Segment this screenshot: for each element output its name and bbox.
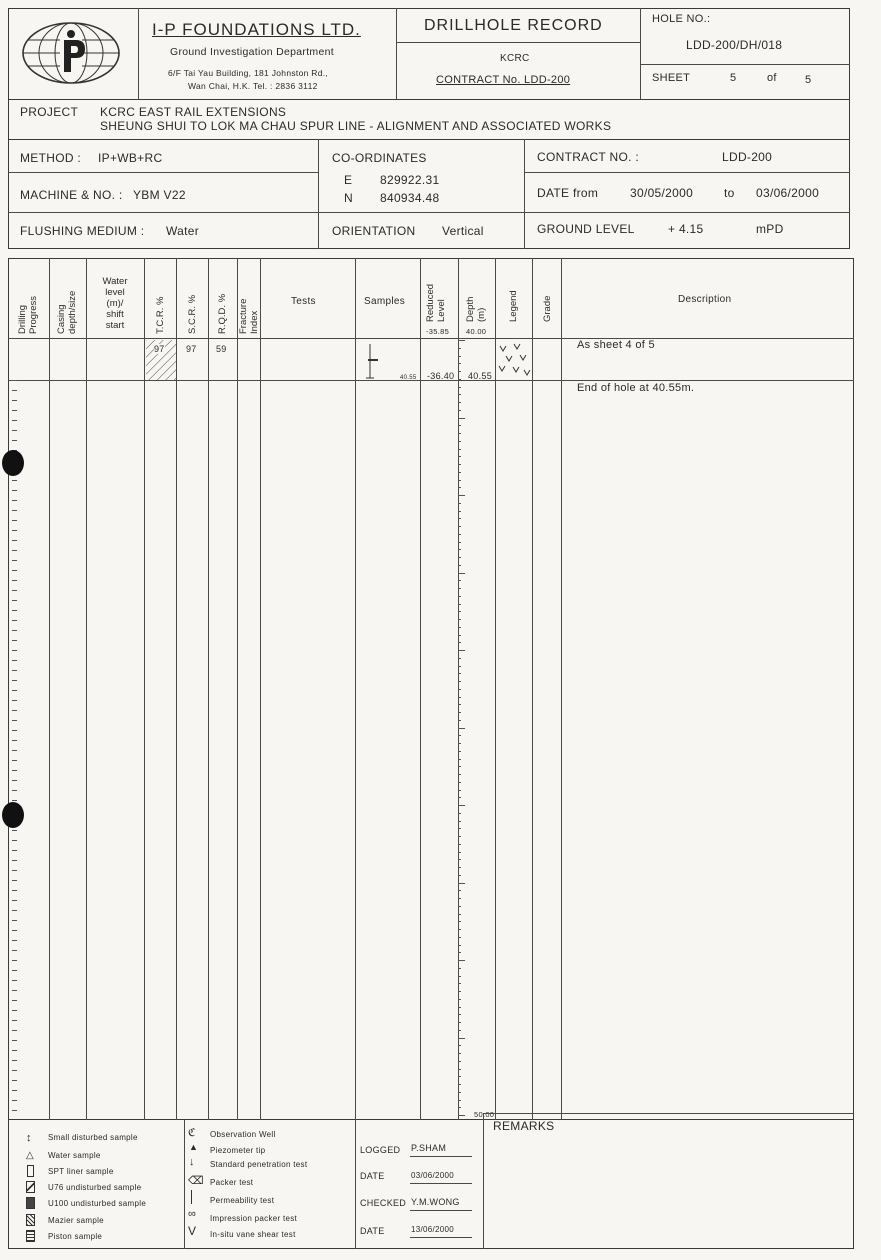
key-spt: Standard penetration test — [210, 1160, 308, 1169]
ruler-tick — [12, 510, 17, 511]
ruler-tick — [12, 780, 17, 781]
row1-depth: 40.55 — [468, 371, 493, 381]
depth-tick — [458, 425, 461, 426]
key-small-disturbed: Small disturbed sample — [48, 1133, 138, 1142]
permeability-icon — [191, 1190, 192, 1204]
depth-tick — [458, 766, 461, 767]
depth-tick — [458, 712, 461, 713]
col-reduced-level — [425, 284, 447, 322]
machine-value: YBM V22 — [133, 188, 186, 202]
ruler-tick — [12, 500, 17, 501]
record-contract: CONTRACT No. LDD-200 — [436, 74, 571, 86]
company-department: Ground Investigation Department — [170, 46, 334, 58]
depth-tick — [458, 828, 461, 829]
depth-tick — [458, 1045, 461, 1046]
ruler-tick — [12, 960, 17, 961]
depth-tick — [458, 689, 461, 690]
col-grade: Grade — [542, 295, 553, 322]
piston-icon — [26, 1230, 35, 1242]
date-to-value: 03/06/2000 — [756, 186, 820, 200]
depth-tick — [458, 797, 461, 798]
depth-tick — [458, 813, 461, 814]
checked-value: Y.M.WONG — [411, 1197, 460, 1207]
small-disturbed-icon: ↕ — [26, 1132, 32, 1144]
ruler-tick — [12, 830, 17, 831]
company-logo — [20, 18, 122, 88]
contract-no-label: CONTRACT NO. : — [537, 150, 639, 164]
ruler-tick — [12, 870, 17, 871]
date-to-label: to — [724, 186, 735, 200]
northing-value: 840934.48 — [380, 191, 440, 205]
depth-tick — [458, 1053, 461, 1054]
col-legend: Legend — [508, 290, 519, 322]
depth-tick — [458, 518, 461, 519]
ground-level-label: GROUND LEVEL — [537, 222, 635, 236]
row1-reduced-level: -36.40 — [427, 371, 455, 381]
depth-tick — [458, 751, 461, 752]
observation-well-icon: ℭ — [188, 1127, 196, 1139]
ruler-tick — [12, 1040, 17, 1041]
depth-tick — [458, 805, 465, 806]
punch-hole-top — [2, 450, 24, 476]
row1-scr: 97 — [186, 344, 197, 354]
ruler-tick — [12, 400, 17, 401]
depth-tick — [458, 759, 461, 760]
spt-icon: ↓ — [189, 1156, 195, 1168]
col-description: Description — [678, 294, 732, 305]
depth-tick — [458, 859, 461, 860]
depth-tick — [458, 960, 465, 961]
depth-tick — [458, 906, 461, 907]
depth-tick — [458, 1084, 461, 1085]
reduced-top: -35.85 — [426, 327, 450, 336]
key-piston: Piston sample — [48, 1232, 103, 1241]
ruler-tick — [12, 590, 17, 591]
key-u76: U76 undisturbed sample — [48, 1183, 142, 1192]
ruler-tick — [12, 1000, 17, 1001]
flushing-value: Water — [166, 224, 200, 238]
ruler-tick — [12, 860, 17, 861]
ruler-tick — [12, 660, 17, 661]
ruler-tick — [12, 520, 17, 521]
easting-value: 829922.31 — [380, 173, 440, 187]
depth-tick — [458, 1030, 461, 1031]
row1-rqd: 59 — [216, 344, 227, 354]
sheet-total: 5 — [805, 74, 812, 86]
mazier-icon — [26, 1214, 35, 1226]
u100-icon — [26, 1197, 35, 1209]
depth-tick — [458, 952, 461, 953]
depth-tick — [458, 1061, 461, 1062]
depth-tick — [458, 611, 461, 612]
ruler-tick — [12, 1060, 17, 1061]
ground-level-value: + 4.15 — [668, 222, 704, 236]
ruler-tick — [12, 440, 17, 441]
depth-tick — [458, 991, 461, 992]
depth-tick — [458, 1076, 461, 1077]
depth-tick — [458, 394, 461, 395]
project-line-1: KCRC EAST RAIL EXTENSIONS — [100, 105, 287, 119]
drilling-text: Drilling Progress — [17, 295, 39, 334]
sheet-number: 5 — [730, 72, 737, 84]
sheet-label: SHEET — [652, 72, 691, 84]
depth-tick — [458, 580, 461, 581]
col-tests: Tests — [291, 296, 316, 307]
checked-label: CHECKED — [360, 1198, 407, 1208]
depth-tick — [458, 774, 461, 775]
depth-tick — [458, 650, 465, 651]
ruler-tick — [12, 790, 17, 791]
depth-tick — [458, 387, 461, 388]
depth-tick — [458, 697, 461, 698]
ruler-tick — [12, 720, 17, 721]
method-label: METHOD : — [20, 151, 82, 165]
depth-top: 40.00 — [466, 327, 487, 336]
ruler-tick — [12, 540, 17, 541]
project-label: PROJECT — [20, 105, 79, 119]
ruler-tick — [12, 480, 17, 481]
company-name: I-P FOUNDATIONS LTD. — [152, 20, 361, 39]
depth-tick — [458, 1100, 461, 1101]
depth-tick — [458, 588, 461, 589]
ruler-tick — [12, 570, 17, 571]
depth-tick — [458, 511, 461, 512]
ruler-tick — [12, 1070, 17, 1071]
ruler-tick — [12, 1080, 17, 1081]
ruler-tick — [12, 1010, 17, 1011]
ruler-tick — [12, 700, 17, 701]
ruler-tick — [12, 890, 17, 891]
ruler-tick — [12, 990, 17, 991]
depth-tick — [458, 999, 461, 1000]
fracture-text: Fracture Index — [238, 298, 260, 334]
depth-tick — [458, 410, 461, 411]
depth-tick — [458, 728, 465, 729]
col-fracture — [238, 299, 260, 334]
depth-tick — [458, 735, 461, 736]
depth-tick — [458, 666, 461, 667]
ruler-tick — [12, 1090, 17, 1091]
depth-tick — [458, 945, 461, 946]
ruler-tick — [12, 940, 17, 941]
ruler-tick — [12, 1110, 17, 1111]
depth-tick — [458, 875, 461, 876]
ruler-tick — [12, 640, 17, 641]
depth-tick — [458, 635, 461, 636]
method-value: IP+WB+RC — [98, 151, 163, 165]
key-spt-liner: SPT liner sample — [48, 1167, 114, 1176]
date2-label: DATE — [360, 1226, 385, 1236]
northing-label: N — [344, 191, 353, 205]
date1-value: 03/06/2000 — [411, 1171, 455, 1180]
ruler-tick — [12, 1050, 17, 1051]
row1-sample-depth: 40.55 — [400, 375, 417, 381]
depth-tick — [458, 720, 461, 721]
col-samples: Samples — [364, 296, 406, 307]
depth-tick — [458, 976, 461, 977]
depth-tick — [458, 356, 461, 357]
depth-tick — [458, 821, 461, 822]
date2-value: 13/06/2000 — [411, 1225, 455, 1234]
key-packer: Packer test — [210, 1178, 254, 1187]
ruler-tick — [12, 740, 17, 741]
ruler-tick — [12, 880, 17, 881]
ruler-tick — [12, 850, 17, 851]
flushing-label: FLUSHING MEDIUM : — [20, 224, 145, 238]
depth-tick — [458, 565, 461, 566]
depth-tick — [458, 371, 461, 372]
depth-tick — [458, 456, 461, 457]
row1-tcr: 97 — [154, 344, 165, 354]
depth-tick — [458, 968, 461, 969]
impression-packer-icon: ∞ — [188, 1208, 196, 1220]
ruler-tick — [12, 910, 17, 911]
depth-scale — [458, 340, 468, 1115]
logged-value: P.SHAM — [411, 1143, 447, 1153]
key-water-sample: Water sample — [48, 1151, 101, 1160]
depth-tick — [458, 1038, 465, 1039]
vane-shear-icon: V — [188, 1224, 197, 1238]
depth-tick — [458, 627, 461, 628]
ruler-tick — [12, 950, 17, 951]
date-from-label: DATE from — [537, 186, 599, 200]
depth-tick — [458, 557, 461, 558]
depth-tick — [458, 379, 461, 380]
depth-tick — [458, 534, 461, 535]
spt-liner-icon — [27, 1165, 34, 1177]
ruler-tick — [12, 1030, 17, 1031]
depth-tick — [458, 867, 461, 868]
depth-tick — [458, 673, 461, 674]
depth-bottom: 50.00 — [474, 1110, 495, 1119]
orientation-value: Vertical — [442, 224, 484, 238]
depth-tick — [458, 883, 465, 884]
depth-tick — [458, 983, 461, 984]
depth-tick — [458, 487, 461, 488]
ruler-tick — [12, 970, 17, 971]
piezometer-icon: ▲ — [189, 1142, 198, 1152]
key-observation-well: Observation Well — [210, 1130, 276, 1139]
key-vane-shear: In-situ vane shear test — [210, 1230, 296, 1239]
depth-tick — [458, 480, 461, 481]
sheet-of: of — [767, 72, 777, 84]
col-water-level: Water level (m)/ shift start — [102, 276, 128, 331]
depth-tick — [458, 790, 461, 791]
depth-tick — [458, 542, 461, 543]
ruler-tick — [12, 730, 17, 731]
depth-tick — [458, 340, 465, 341]
depth-tick — [458, 642, 461, 643]
key-permeability: Permeability test — [210, 1196, 275, 1205]
depth-tick — [458, 890, 461, 891]
depth-tick — [458, 503, 461, 504]
coordinates-label: CO-ORDINATES — [332, 151, 427, 165]
depth-tick — [458, 1107, 461, 1108]
depth-tick — [458, 604, 461, 605]
ruler-tick — [12, 600, 17, 601]
depth-tick — [458, 441, 461, 442]
ruler-tick — [12, 1020, 17, 1021]
ruler-tick — [12, 980, 17, 981]
col-depth — [465, 297, 487, 322]
depth-tick — [458, 549, 461, 550]
depth-tick — [458, 1007, 461, 1008]
depth-tick — [458, 681, 461, 682]
ruler-tick — [12, 690, 17, 691]
depth-tick — [458, 1014, 461, 1015]
ruler-tick — [12, 670, 17, 671]
depth-tick — [458, 921, 461, 922]
ruler-tick — [12, 680, 17, 681]
col-rqd: R.Q.D. % — [217, 293, 228, 334]
depth-tick — [458, 619, 461, 620]
ground-level-unit: mPD — [756, 222, 784, 236]
depth-tick — [458, 573, 465, 574]
depth-tick — [458, 836, 461, 837]
depth-tick — [458, 1022, 461, 1023]
key-u100: U100 undisturbed sample — [48, 1199, 147, 1208]
hole-no-label: HOLE NO.: — [652, 13, 711, 25]
company-address-1: 6/F Tai Yau Building, 181 Johnston Rd., — [168, 68, 329, 78]
ruler-tick — [12, 630, 17, 631]
col-scr: S.C.R. % — [187, 294, 198, 334]
ruler-tick — [12, 580, 17, 581]
key-impression-packer: Impression packer test — [210, 1214, 298, 1223]
ruler-tick — [12, 710, 17, 711]
ruler-tick — [12, 490, 17, 491]
ruler-tick — [12, 900, 17, 901]
depth-tick — [458, 348, 461, 349]
ruler-tick — [12, 1100, 17, 1101]
ruler-tick — [12, 840, 17, 841]
ruler-tick — [12, 930, 17, 931]
project-line-2: SHEUNG SHUI TO LOK MA CHAU SPUR LINE - ALIGNMENT AND ASSOCIATED WORKS — [100, 119, 612, 133]
ruler-tick — [12, 380, 17, 381]
depth-tick — [458, 472, 461, 473]
ruler-tick — [12, 920, 17, 921]
depth-tick — [458, 526, 461, 527]
orientation-label: ORIENTATION — [332, 224, 416, 238]
date-from-value: 30/05/2000 — [630, 186, 694, 200]
ruler-tick — [12, 390, 17, 391]
ruler-tick — [12, 420, 17, 421]
depth-tick — [458, 782, 461, 783]
u76-icon — [26, 1181, 35, 1193]
depth-tick — [458, 898, 461, 899]
depth-tick — [458, 658, 461, 659]
depth-tick — [458, 402, 461, 403]
depth-tick — [458, 929, 461, 930]
depth-tick — [458, 937, 461, 938]
depth-tick — [458, 704, 461, 705]
ruler-tick — [12, 650, 17, 651]
remarks-label: REMARKS — [493, 1119, 555, 1133]
core-run-marker — [364, 342, 384, 380]
depth-tick — [458, 418, 465, 419]
casing-text: Casing depth/size — [56, 290, 78, 334]
company-address-2: Wan Chai, H.K. Tel. : 2836 3112 — [188, 81, 318, 91]
reduced-text: Reduced Level — [425, 283, 447, 322]
ruler-tick — [12, 800, 17, 801]
depth-tick — [458, 1069, 461, 1070]
date1-label: DATE — [360, 1171, 385, 1181]
ruler-tick — [12, 560, 17, 561]
easting-label: E — [344, 173, 353, 187]
ruler-tick — [12, 760, 17, 761]
col-tcr: T.C.R. % — [155, 296, 166, 334]
col-drilling-progress — [17, 296, 39, 334]
machine-label: MACHINE & NO. : — [20, 188, 123, 202]
water-sample-icon: △ — [26, 1150, 34, 1161]
legend-volcanic-pattern — [496, 340, 532, 380]
depth-text: Depth (m) — [465, 296, 487, 322]
packer-icon: ⌫ — [188, 1175, 204, 1187]
ruler-tick — [12, 430, 17, 431]
depth-tick — [458, 433, 461, 434]
depth-tick — [458, 914, 461, 915]
punch-hole-bottom — [2, 802, 24, 828]
end-of-hole-note: End of hole at 40.55m. — [577, 382, 695, 394]
key-piezometer: Piezometer tip — [210, 1146, 266, 1155]
logged-label: LOGGED — [360, 1145, 401, 1155]
ruler-tick — [12, 410, 17, 411]
row1-description: As sheet 4 of 5 — [577, 339, 655, 351]
depth-tick — [458, 495, 465, 496]
depth-tick — [458, 844, 461, 845]
ruler-tick — [12, 550, 17, 551]
contract-no-value: LDD-200 — [722, 150, 773, 164]
hole-no: LDD-200/DH/018 — [686, 38, 783, 52]
depth-tick — [458, 743, 461, 744]
col-casing — [56, 291, 78, 334]
log-table — [8, 258, 854, 1120]
record-title: DRILLHOLE RECORD — [424, 17, 603, 34]
ruler-tick — [12, 770, 17, 771]
depth-tick — [458, 596, 461, 597]
ruler-tick — [12, 750, 17, 751]
depth-tick — [458, 464, 461, 465]
record-client: KCRC — [500, 53, 530, 64]
depth-tick — [458, 1092, 461, 1093]
depth-tick — [458, 449, 461, 450]
ruler-tick — [12, 610, 17, 611]
depth-tick — [458, 852, 461, 853]
key-mazier: Mazier sample — [48, 1216, 104, 1225]
left-ruler — [0, 380, 20, 1120]
ruler-tick — [12, 620, 17, 621]
ruler-tick — [12, 530, 17, 531]
depth-tick — [458, 363, 461, 364]
